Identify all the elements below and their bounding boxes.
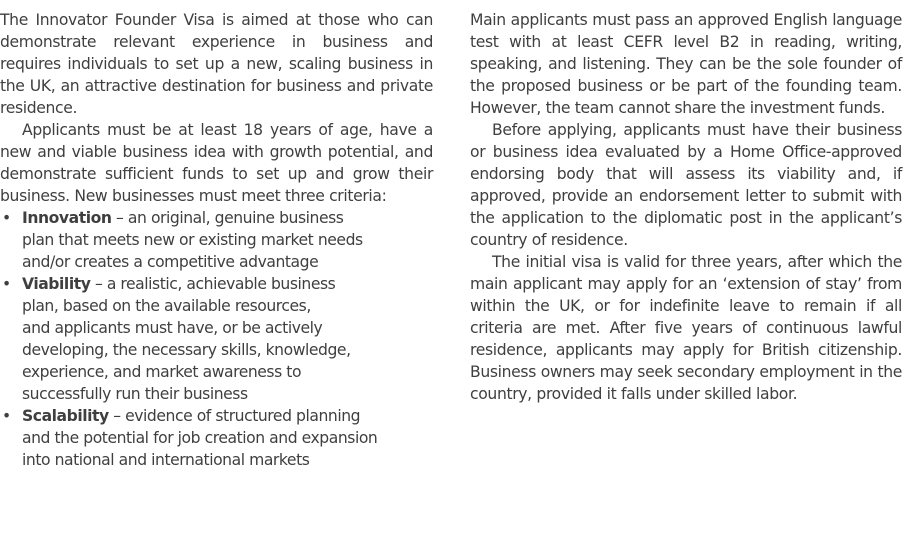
criteria-text: experience, and market awareness to bbox=[22, 363, 302, 381]
criteria-term: Viability bbox=[22, 275, 91, 293]
bullet-icon: • bbox=[2, 209, 11, 227]
criteria-text: an original, genuine business bbox=[127, 209, 344, 227]
bullet-icon: • bbox=[2, 407, 11, 425]
bullet-icon: • bbox=[2, 275, 11, 293]
criteria-term: Innovation bbox=[22, 209, 112, 227]
criteria-separator: – bbox=[90, 275, 107, 293]
criteria-text: and the potential for job creation and expansion bbox=[22, 429, 378, 447]
intro-paragraph: The Innovator Founder Visa is aimed at those who can demonstrate relevant experience in business and requires individuals to set up a new, scaling business in the UK, an attractive destination for business and private residence. bbox=[0, 11, 433, 117]
criteria-term: Scalability bbox=[22, 407, 109, 425]
criteria-text: developing, the necessary skills, knowledge, bbox=[22, 341, 351, 359]
criteria-text: a realistic, achievable business bbox=[106, 275, 336, 293]
visa-validity-paragraph: The initial visa is valid for three years, after which the main applicant may apply for an ‘extension of stay’ from within the UK, or for indefinite leave to remain if all criteria are met. After five years of continuous lawful residence, applicants may apply for British citizenship. Business owners may seek secondary employment in the country, provided it falls under skilled labor. bbox=[470, 253, 902, 403]
criteria-text: and applicants must have, or be actively bbox=[22, 319, 323, 337]
criteria-item-innovation bbox=[0, 207, 433, 273]
right-column bbox=[470, 9, 902, 405]
criteria-text: evidence of structured planning bbox=[125, 407, 361, 425]
criteria-text: plan that meets new or existing market needs bbox=[22, 231, 363, 249]
criteria-item-viability bbox=[0, 273, 433, 405]
left-column bbox=[0, 9, 433, 471]
criteria-text: successfully run their business bbox=[22, 385, 248, 403]
criteria-list bbox=[0, 207, 433, 471]
criteria-text: plan, based on the available resources, bbox=[22, 297, 311, 315]
criteria-separator: – bbox=[111, 209, 128, 227]
criteria-item-scalability bbox=[0, 405, 433, 471]
criteria-text: and/or creates a competitive advantage bbox=[22, 253, 319, 271]
eligibility-paragraph: Applicants must be at least 18 years of age, have a new and viable business idea with growth potential, and demonstrate sufficient funds to set up and grow their business. New businesses must meet three criteria: bbox=[0, 121, 433, 205]
criteria-text: into national and international markets bbox=[22, 451, 310, 469]
criteria-separator: – bbox=[108, 407, 126, 425]
endorsement-paragraph: Before applying, applicants must have their business or business idea evaluated by a Home Office-approved endorsing body that will assess its viability and, if approved, provide an endorsement letter to submit with the application to the diplomatic post in the applicant’s country of residence. bbox=[470, 121, 902, 249]
language-requirement-paragraph: Main applicants must pass an approved English language test with at least CEFR level B2 in reading, writing, speaking, and listening. They can be the sole founder of the proposed business or be part of the founding team. However, the team cannot share the investment funds. bbox=[470, 11, 902, 117]
